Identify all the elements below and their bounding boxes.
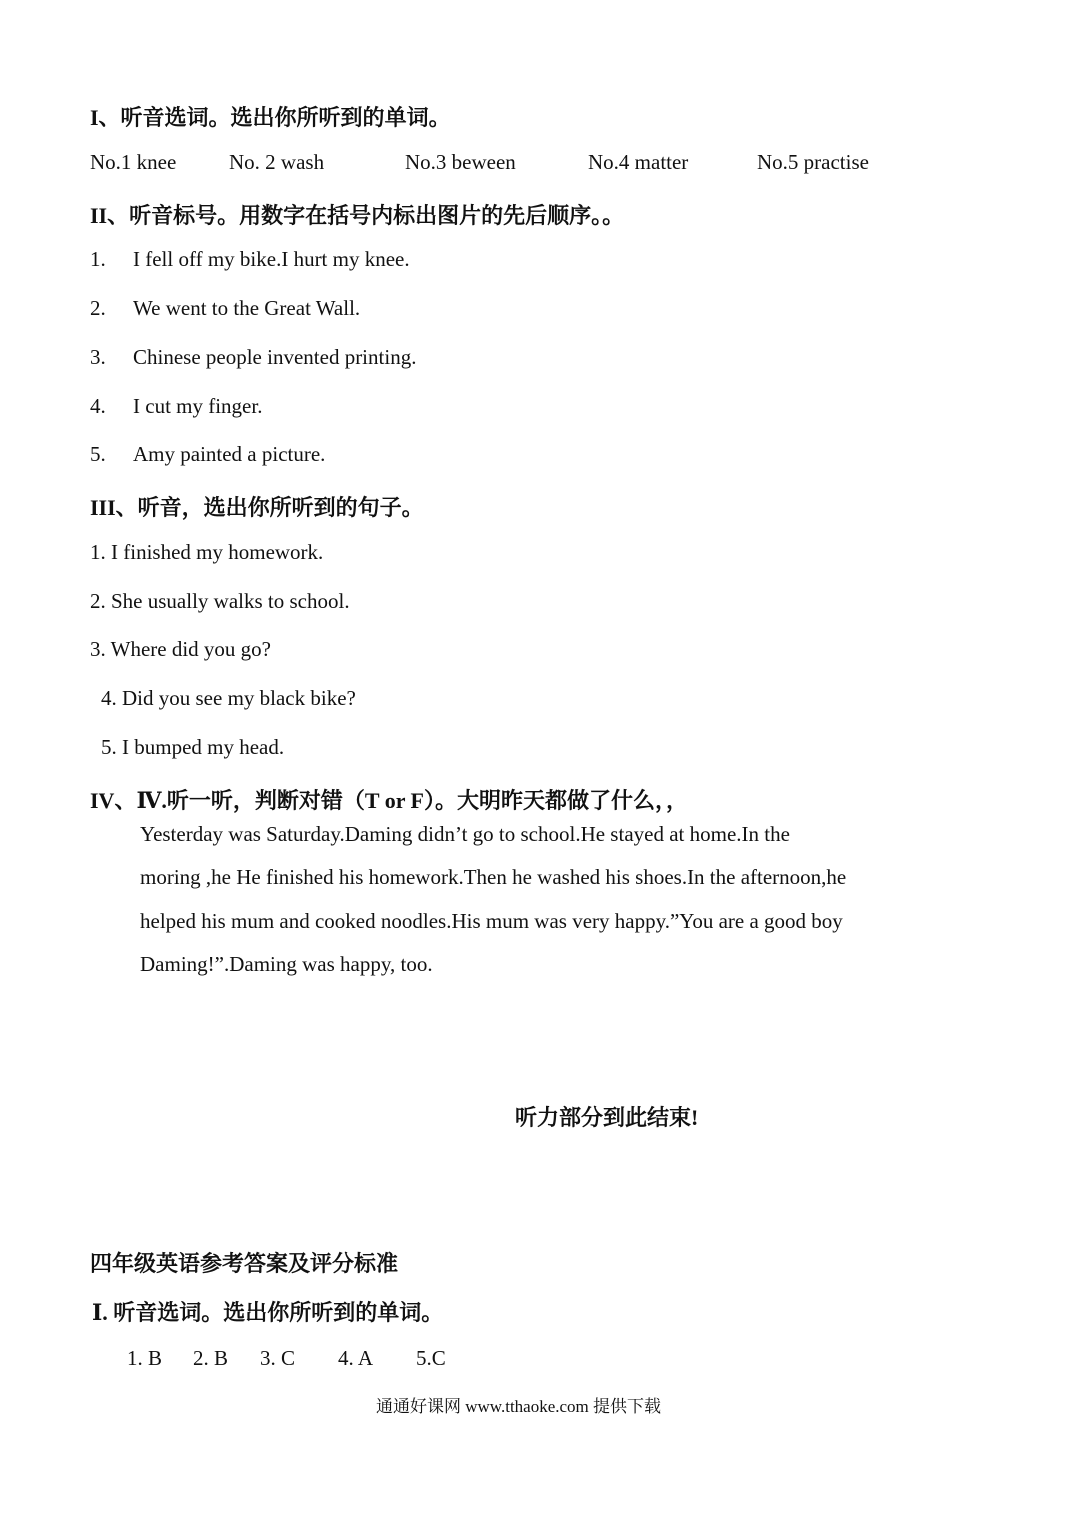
passage-line: Daming!”.Daming was happy, too. [140,952,433,976]
answer-1: 1. B [127,1346,163,1370]
list-item-number: 3. [90,345,106,369]
answers-section1-heading: Ⅰ. 听音选词。选出你所听到的单词。 [92,1300,444,1325]
word-2: No. 2 wash [229,150,325,174]
answer-5: 5.C [416,1346,446,1370]
word-1: No.1 knee [90,150,177,174]
section3-heading: III、听音，选出你所听到的句子。 [90,495,424,520]
list-item: Chinese people invented printing. [133,345,417,369]
section4-heading: IV、Ⅳ.听一听，判断对错（T or F）。大明昨天都做了什么，， [90,788,688,813]
passage-line: helped his mum and cooked noodles.His mum was very happy.”You are a good boy [140,909,843,933]
list-item: I cut my finger. [133,394,263,418]
end-notice: 听力部分到此结束! [515,1105,699,1130]
passage-line: moring ,he He finished his homework.Then he washed his shoes.In the afternoon,he [140,865,847,889]
list-item: I fell off my bike.I hurt my knee. [133,247,410,271]
passage-line: Yesterday was Saturday.Daming didn’t go to school.He stayed at home.In the [140,822,790,846]
answer-4: 4. A [338,1346,374,1370]
list-item: Amy painted a picture. [133,442,326,466]
answer-2: 2. B [193,1346,229,1370]
list-item: 5. I bumped my head. [101,735,285,759]
answers-title: 四年级英语参考答案及评分标准 [90,1251,399,1276]
list-item: 2. She usually walks to school. [90,589,350,613]
list-item: 1. I finished my homework. [90,540,324,564]
list-item-number: 2. [90,296,106,320]
list-item-number: 1. [90,247,106,271]
list-item-number: 4. [90,394,106,418]
list-item: We went to the Great Wall. [133,296,361,320]
list-item: 3. Where did you go? [90,637,271,661]
word-4: No.4 matter [588,150,689,174]
word-3: No.3 beween [405,150,516,174]
section1-heading: I、听音选词。选出你所听到的单词。 [90,105,451,130]
list-item-number: 5. [90,442,106,466]
footer-text: 通通好课网 www.tthaoke.com 提供下载 [376,1397,662,1416]
answer-3: 3. C [260,1346,296,1370]
word-5: No.5 practise [757,150,869,174]
section2-heading: II、听音标号。用数字在括号内标出图片的先后顺序。。 [90,203,625,228]
list-item: 4. Did you see my black bike? [101,686,356,710]
